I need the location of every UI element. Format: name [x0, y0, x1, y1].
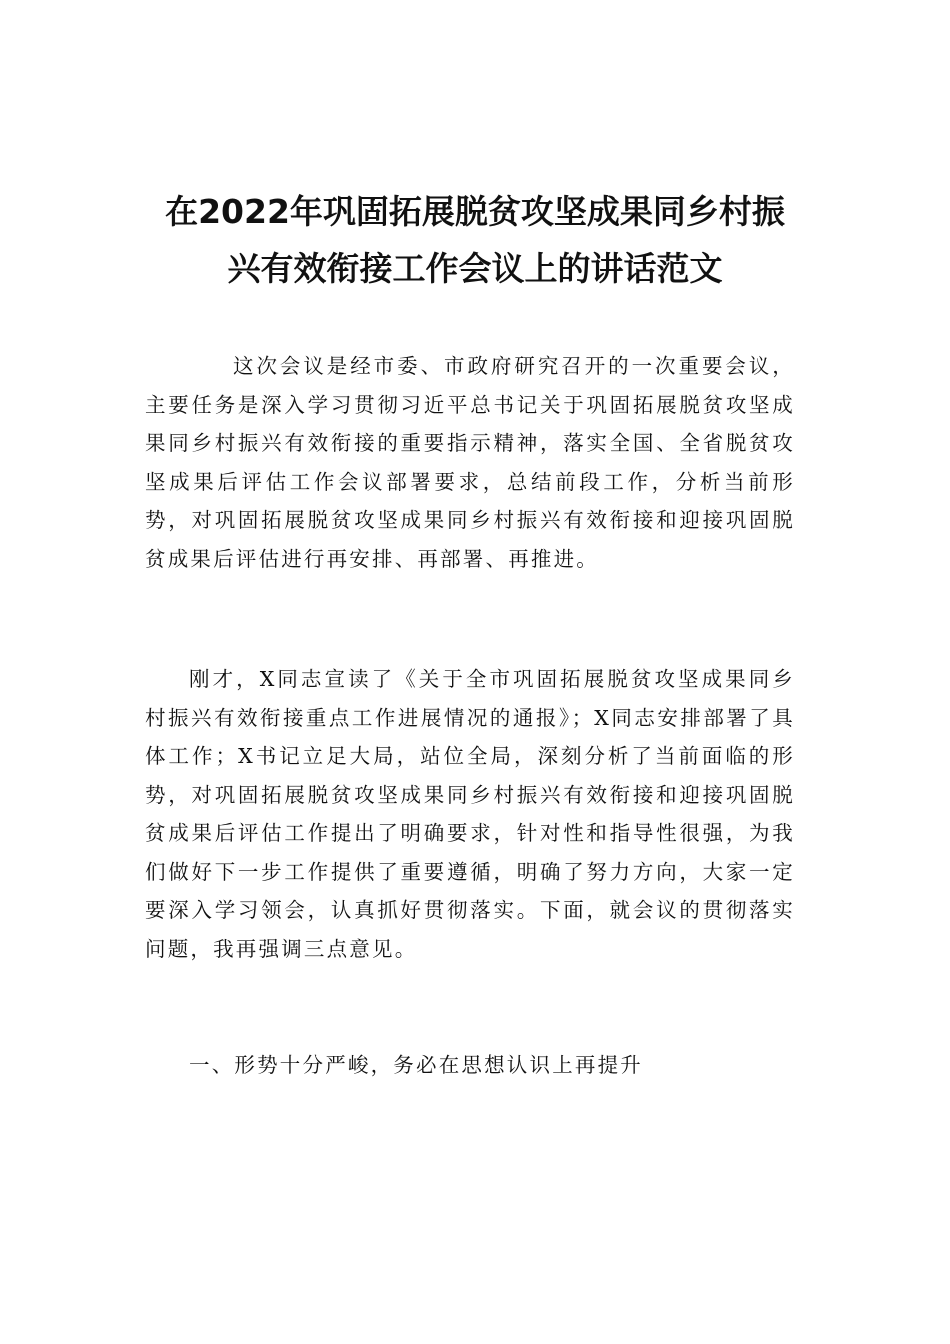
title-line-1: 在2022年巩固拓展脱贫攻坚成果同乡村振 — [165, 192, 785, 231]
document-title — [140, 183, 810, 297]
section-heading-1: 一、形势十分严峻，务必在思想认识上再提升 — [189, 1053, 643, 1077]
paragraph-summary: 刚才，X同志宣读了《关于全市巩固拓展脱贫攻坚成果同乡村振兴有效衔接重点工作进展情况的通报》；X同志安排部署了具体工作；X书记立足大局，站位全局，深刻分析了当前面临的形势，对巩固拓展脱贫攻坚成果同乡村振兴有效衔接和迎接巩固脱贫成果后评估工作提出了明确要求，针对性和指导性很强，为我们做好下一步工作提供了重要遵循，明确了努力方向，大家一定要深入学习领会，认真抓好贯彻落实。下面，就会议的贯彻落实问题，我再强调三点意见。 — [145, 667, 795, 961]
paragraph-opening: 这次会议是经市委、市政府研究召开的一次重要会议，主要任务是深入学习贯彻习近平总书记关于巩固拓展脱贫攻坚成果同乡村振兴有效衔接的重要指示精神，落实全国、全省脱贫攻坚成果后评估工作会议部署要求，总结前段工作，分析当前形势，对巩固拓展脱贫攻坚成果同乡村振兴有效衔接和迎接巩固脱贫成果后评估进行再安排、再部署、再推进。 — [145, 354, 795, 571]
title-line-2: 兴有效衔接工作会议上的讲话范文 — [227, 249, 723, 288]
